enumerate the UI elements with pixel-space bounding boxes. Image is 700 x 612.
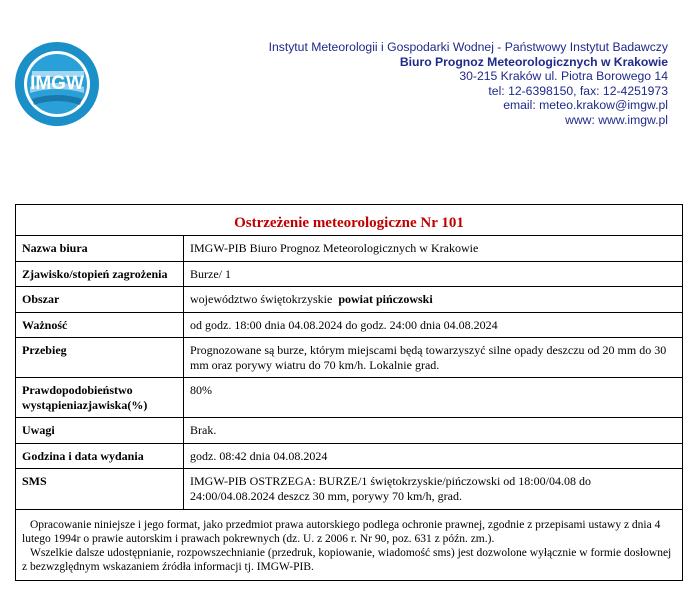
table-row	[16, 378, 682, 418]
row-label: Ważność	[16, 312, 184, 338]
warning-document	[15, 204, 683, 581]
row-value: 80%	[184, 378, 683, 418]
row-label: Przebieg	[16, 338, 184, 378]
logo-text: IMGW	[30, 73, 84, 94]
row-value: Brak.	[184, 418, 683, 444]
area-county: powiat pińczowski	[338, 292, 433, 306]
row-label: Nazwa biura	[16, 236, 184, 261]
address: 30-215 Kraków ul. Piotra Borowego 14	[459, 69, 668, 84]
copyright-paragraph: Opracowanie niniejsze i jego format, jako przedmiot prawa autorskiego podlega ochronie prawnej, zgodnie z przepisami ustawy z dnia 4 lutego 1994r o prawie autorskim i prawach pokrewnych (dz. U. z 2006 r. Nr 90, poz. 631 z późn. zm.).	[22, 518, 661, 545]
institute-header	[269, 40, 668, 128]
row-label: Obszar	[16, 287, 184, 313]
imgw-logo	[14, 41, 100, 127]
table-row	[16, 443, 682, 469]
row-value: IMGW-PIB OSTRZEGA: BURZE/1 świętokrzyskie/pińczowski od 18:00/04.08 do 24:00/04.08.2024 deszcz 30 mm, porywy 70 km/h, grad.	[190, 474, 591, 503]
row-value: Prognozowane są burze, którym miejscami będą towarzyszyć silne opady deszczu od 20 mm do 30 mm oraz porywy wiatru do 70 km/h. Lokalnie grad.	[184, 338, 683, 378]
table-row	[16, 338, 682, 378]
warning-table	[16, 236, 682, 509]
area-voivodeship: województwo świętokrzyskie	[190, 292, 333, 306]
table-row	[16, 469, 682, 509]
row-value: od godz. 18:00 dnia 04.08.2024 do godz. 24:00 dnia 04.08.2024	[184, 312, 683, 338]
phone-fax: tel: 12-6398150, fax: 12-4251973	[488, 83, 668, 98]
office-name: Biuro Prognoz Meteorologicznych w Krakowie	[399, 54, 668, 69]
table-row	[16, 287, 682, 313]
table-row	[16, 312, 682, 338]
row-value: Burze/ 1	[184, 261, 683, 287]
row-value: godz. 08:42 dnia 04.08.2024	[184, 443, 683, 469]
row-label: Godzina i data wydania	[16, 443, 184, 469]
row-value: IMGW-PIB Biuro Prognoz Meteorologicznych w Krakowie	[184, 236, 683, 261]
table-row	[16, 261, 682, 287]
website: www: www.imgw.pl	[565, 112, 668, 127]
distribution-paragraph: Wszelkie dalsze udostępnianie, rozpowszechnianie (przedruk, kopiowanie, wiadomość sms) jest dozwolone wyłącznie w formie dosłownej z bezwzględnym wskazaniem źródła informacji tj. IMGW-PIB.	[22, 546, 672, 573]
copyright-notice	[16, 509, 682, 580]
row-label: SMS	[16, 469, 184, 509]
table-row	[16, 236, 682, 261]
row-label: Uwagi	[16, 418, 184, 444]
table-row	[16, 418, 682, 444]
row-label: Zjawisko/stopień zagrożenia	[16, 261, 184, 287]
row-label: Prawdopodobieństwo wystąpieniazjawiska(%)	[16, 378, 184, 418]
row-value	[184, 287, 683, 313]
email: email: meteo.krakow@imgw.pl	[503, 98, 668, 113]
warning-title: Ostrzeżenie meteorologiczne Nr 101	[16, 205, 682, 236]
institute-name: Instytut Meteorologii i Gospodarki Wodnej - Państwowy Instytut Badawczy	[268, 40, 668, 54]
